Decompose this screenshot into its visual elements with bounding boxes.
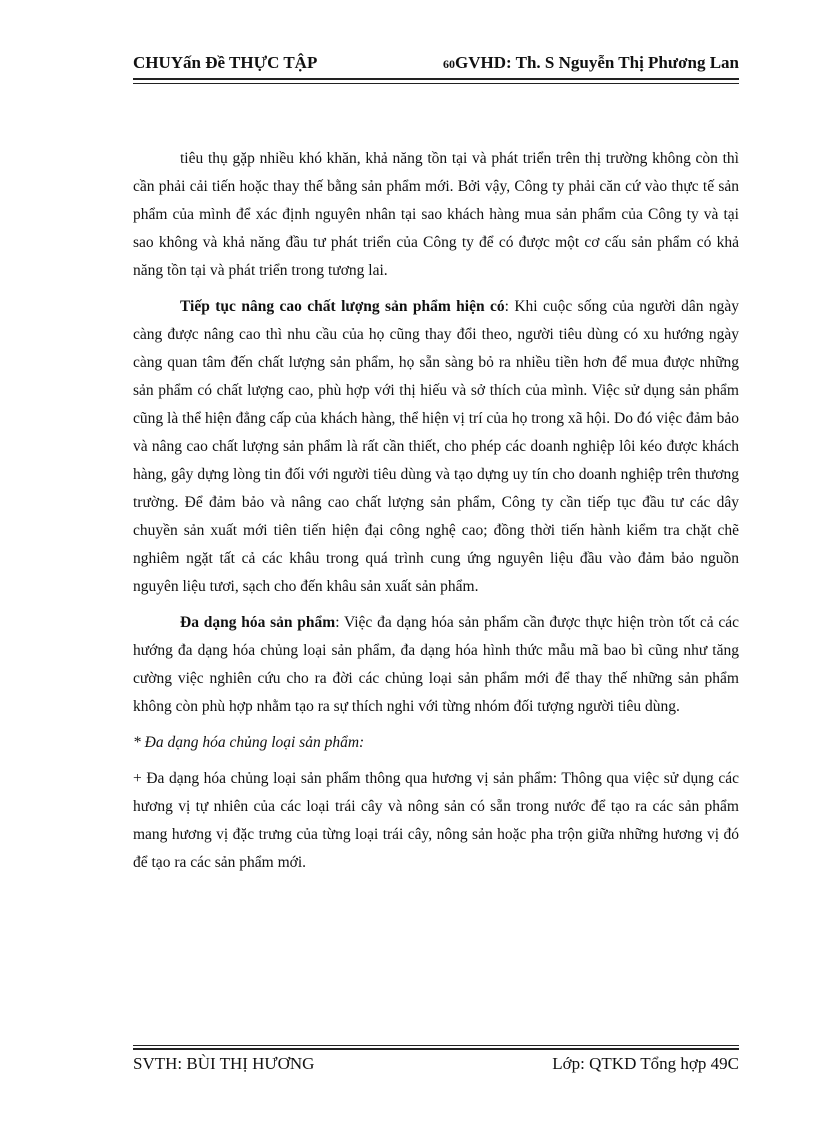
header-supervisor bbox=[443, 53, 739, 73]
page-footer bbox=[133, 1045, 739, 1076]
paragraph-3-lead: Đa dạng hóa sản phẩm bbox=[180, 614, 336, 631]
paragraph-2 bbox=[133, 293, 739, 601]
header-title: CHUYấn Đề THỰC TẬP bbox=[133, 53, 318, 72]
paragraph-3 bbox=[133, 609, 739, 721]
footer-student: SVTH: BÙI THỊ HƯƠNG bbox=[133, 1054, 315, 1073]
paragraph-2-lead: Tiếp tục nâng cao chất lượng sản phẩm hiện có bbox=[180, 298, 505, 315]
document-body bbox=[133, 145, 739, 885]
paragraph-1: tiêu thụ gặp nhiều khó khăn, khả năng tồn tại và phát triển trên thị trường không còn thì cần phải cải tiến hoặc thay thế bằng sản phẩm mới. Bởi vậy, Công ty phải căn cứ vào thực tế sản phẩm của mình để xác định nguyên nhân tại sao khách hàng mua sản phẩm của Công ty và tại sao không và khả năng đầu tư phát triển của Công ty để có được một cơ cấu sản phẩm có khả năng tồn tại và phát triển trong tương lai. bbox=[133, 150, 739, 279]
subheading: * Đa dạng hóa chủng loại sản phẩm: bbox=[133, 734, 365, 751]
paragraph-5: + Đa dạng hóa chủng loại sản phẩm thông qua hương vị sản phẩm: Thông qua việc sử dụng các hương vị tự nhiên của các loại trái cây và nông sản có sẵn trong nước để tạo ra các sản phẩm mang hương vị đặc trưng của từng loại trái cây, nông sản hoặc pha trộn giữa những hương vị đó để tạo ra các sản phẩm mới. bbox=[133, 770, 739, 871]
page-header bbox=[133, 50, 739, 80]
paragraph-2-body: : Khi cuộc sống của người dân ngày càng được nâng cao thì nhu cầu của họ cũng thay đổi theo, người tiêu dùng có xu hướng ngày càng quan tâm đến chất lượng sản phẩm, họ sẵn sàng bỏ ra nhiều tiền hơn để mua được những sản phẩm có chất lượng cao, phù hợp với thị hiếu và sở thích của mình. Việc sử dụng sản phẩm cũng là thể hiện đẳng cấp của khách hàng, thể hiện vị trí của họ trong xã hội. Do đó việc đảm bảo và nâng cao chất lượng sản phẩm là rất cần thiết, cho phép các doanh nghiệp lôi kéo được khách hàng, gây dựng lòng tin đối với người tiêu dùng và tạo dựng uy tín cho doanh nghiệp trên thương trường. Để đảm bảo và nâng cao chất lượng sản phẩm, Công ty cần tiếp tục đầu tư các dây chuyền sản xuất mới tiên tiến hiện đại công nghệ cao; đồng thời tiến hành kiểm tra chặt chẽ nghiêm ngặt tất cả các khâu trong quá trình cung ứng nguyên liệu đầu vào đảm bảo nguồn nguyên liệu tươi, sạch cho đến khâu sản xuất sản phẩm. bbox=[133, 298, 739, 595]
footer-class: Lớp: QTKD Tổng hợp 49C bbox=[552, 1054, 739, 1073]
page-number: 60 bbox=[443, 57, 455, 71]
header-supervisor-text: GVHD: Th. S Nguyễn Thị Phương Lan bbox=[455, 53, 739, 72]
paragraph-3-body: : Việc đa dạng hóa sản phẩm cần được thực hiện tròn tốt cả các hướng đa dạng hóa chủng loại sản phẩm, đa dạng hóa hình thức mẫu mã bao bì cũng như tăng cường việc nghiên cứu cho ra đời các chủng loại sản phẩm mới để thay thế những sản phẩm không còn phù hợp nhằm tạo ra sự thích nghi với từng nhóm đối tượng người tiêu dùng. bbox=[133, 614, 739, 715]
